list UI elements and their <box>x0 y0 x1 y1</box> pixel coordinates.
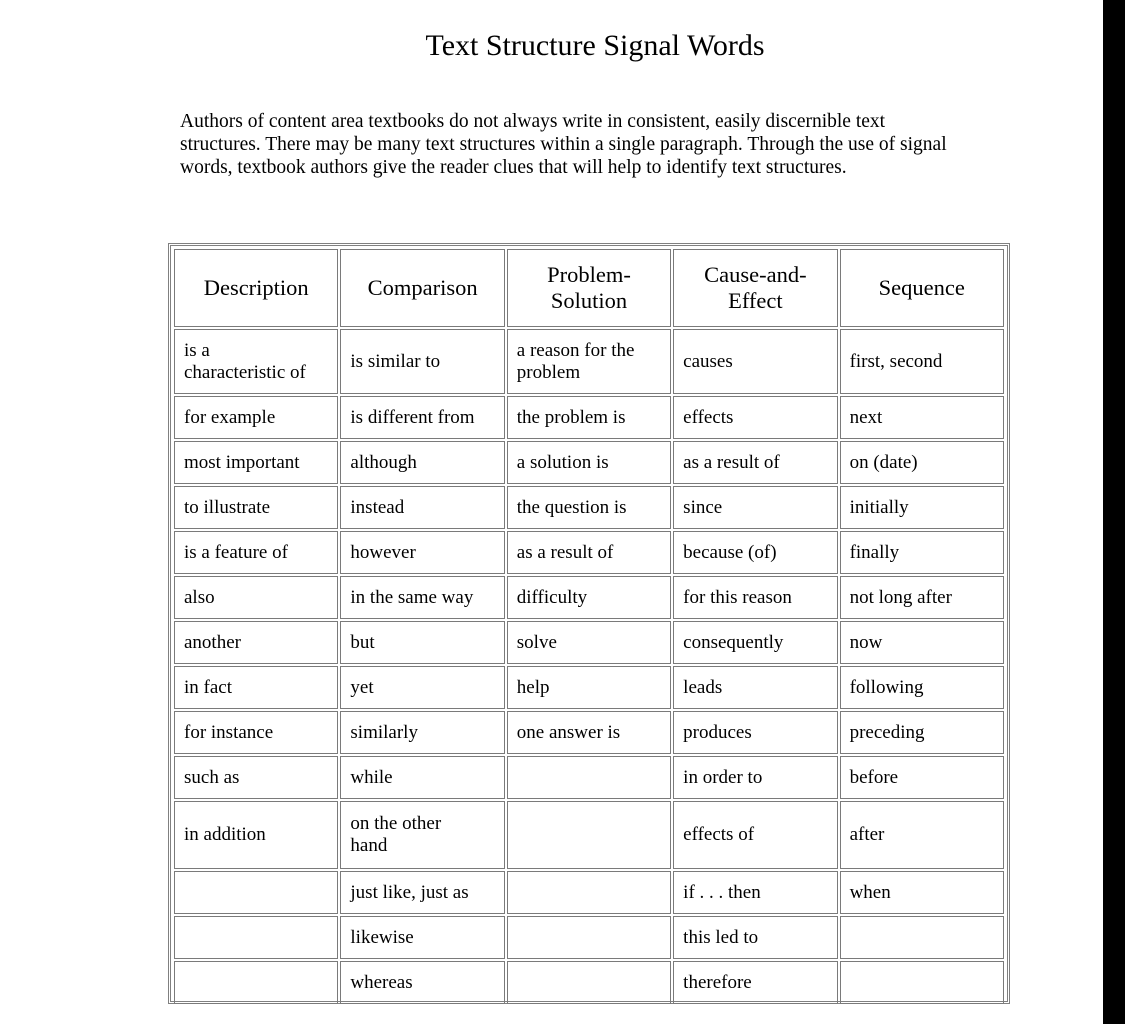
table-cell: for instance <box>174 711 338 754</box>
table-cell: this led to <box>673 916 837 959</box>
column-header: Sequence <box>840 249 1004 327</box>
table-row <box>174 961 1004 1004</box>
table-cell: produces <box>673 711 837 754</box>
table-cell: effects <box>673 396 837 439</box>
table-cell: therefore <box>673 961 837 1004</box>
table-cell: when <box>840 871 1004 914</box>
column-header: Comparison <box>340 249 504 327</box>
table-cell <box>507 961 671 1004</box>
table-cell: following <box>840 666 1004 709</box>
table-cell: is a feature of <box>174 531 338 574</box>
table-cell: first, second <box>840 329 1004 394</box>
table-row <box>174 871 1004 914</box>
table-cell: likewise <box>340 916 504 959</box>
table-row <box>174 329 1004 394</box>
table-cell: for example <box>174 396 338 439</box>
table-cell: next <box>840 396 1004 439</box>
table-cell: solve <box>507 621 671 664</box>
table-cell: in the same way <box>340 576 504 619</box>
table-cell <box>174 871 338 914</box>
table-cell: a reason for the problem <box>507 329 671 394</box>
table-cell: on (date) <box>840 441 1004 484</box>
table-cell: leads <box>673 666 837 709</box>
table-cell: finally <box>840 531 1004 574</box>
table-cell: just like, just as <box>340 871 504 914</box>
table-row <box>174 756 1004 799</box>
column-header: Problem- Solution <box>507 249 671 327</box>
table-row <box>174 441 1004 484</box>
table-cell <box>174 916 338 959</box>
table-cell <box>507 756 671 799</box>
table-cell <box>507 916 671 959</box>
table-cell: is different from <box>340 396 504 439</box>
table-row <box>174 916 1004 959</box>
table-cell: in order to <box>673 756 837 799</box>
table-cell: although <box>340 441 504 484</box>
table-cell: instead <box>340 486 504 529</box>
table-cell: before <box>840 756 1004 799</box>
table-cell: a solution is <box>507 441 671 484</box>
column-header: Cause-and- Effect <box>673 249 837 327</box>
table-row <box>174 531 1004 574</box>
table-cell: similarly <box>340 711 504 754</box>
table-cell: causes <box>673 329 837 394</box>
table-cell: on the other hand <box>340 801 504 869</box>
table-cell: however <box>340 531 504 574</box>
table-cell: not long after <box>840 576 1004 619</box>
table-cell: is a characteristic of <box>174 329 338 394</box>
table-cell: because (of) <box>673 531 837 574</box>
signal-words-table-frame <box>168 243 1010 1004</box>
table-cell: preceding <box>840 711 1004 754</box>
table-cell: yet <box>340 666 504 709</box>
table-cell: effects of <box>673 801 837 869</box>
table-cell: most important <box>174 441 338 484</box>
table-cell: such as <box>174 756 338 799</box>
table-row <box>174 666 1004 709</box>
intro-paragraph: Authors of content area textbooks do not always write in consistent, easily discernible text structures. There may be many text structures within a single paragraph. Through the use of signal words, textbook authors give the reader clues that will help to identify text structures. <box>180 111 947 178</box>
table-cell: as a result of <box>673 441 837 484</box>
table-row <box>174 576 1004 619</box>
table-row <box>174 486 1004 529</box>
signal-words-table <box>172 247 1006 1006</box>
table-cell: one answer is <box>507 711 671 754</box>
table-cell: while <box>340 756 504 799</box>
table-cell: now <box>840 621 1004 664</box>
table-row <box>174 801 1004 869</box>
table-cell: if . . . then <box>673 871 837 914</box>
table-cell: as a result of <box>507 531 671 574</box>
table-cell <box>840 961 1004 1004</box>
header-row <box>174 249 1004 327</box>
table-cell: is similar to <box>340 329 504 394</box>
table-cell: in addition <box>174 801 338 869</box>
table-cell: for this reason <box>673 576 837 619</box>
column-header: Description <box>174 249 338 327</box>
table-cell: after <box>840 801 1004 869</box>
table-cell <box>174 961 338 1004</box>
table-cell: the problem is <box>507 396 671 439</box>
table-cell: to illustrate <box>174 486 338 529</box>
table-cell <box>840 916 1004 959</box>
table-cell <box>507 871 671 914</box>
table-cell: but <box>340 621 504 664</box>
table-row <box>174 711 1004 754</box>
table-cell: help <box>507 666 671 709</box>
table-row <box>174 396 1004 439</box>
table-cell: consequently <box>673 621 837 664</box>
page-title: Text Structure Signal Words <box>425 29 765 62</box>
table-row <box>174 621 1004 664</box>
table-cell: another <box>174 621 338 664</box>
table-cell: in fact <box>174 666 338 709</box>
table-cell: also <box>174 576 338 619</box>
table-cell: difficulty <box>507 576 671 619</box>
table-cell <box>507 801 671 869</box>
table-cell: initially <box>840 486 1004 529</box>
table-cell: whereas <box>340 961 504 1004</box>
table-cell: since <box>673 486 837 529</box>
table-cell: the question is <box>507 486 671 529</box>
